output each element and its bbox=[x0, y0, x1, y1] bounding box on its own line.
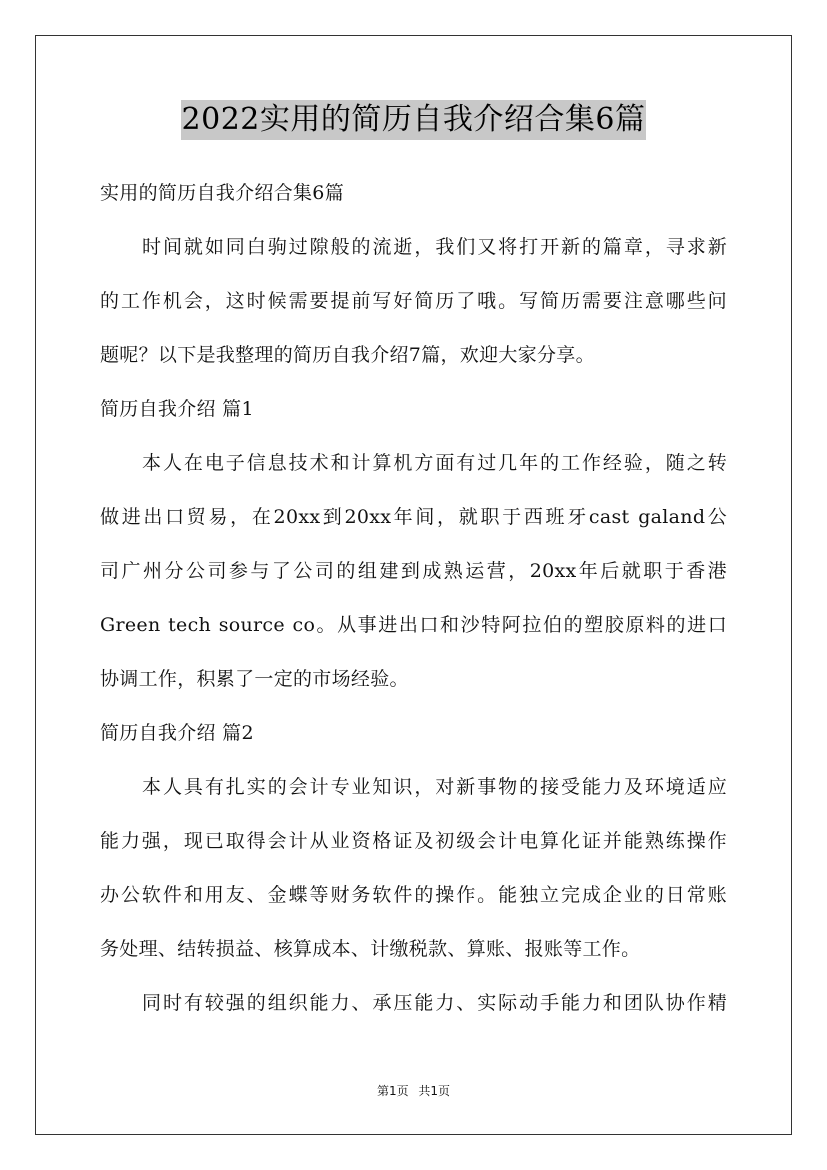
paragraph-line: 能力强，现已取得会计从业资格证及初级会计电算化证并能熟练操作 bbox=[100, 830, 727, 852]
paragraph-line: 协调工作，积累了一定的市场经验。 bbox=[100, 668, 409, 690]
paragraph-line: 办公软件和用友、金蝶等财务软件的操作。能独立完成企业的日常账 bbox=[100, 884, 727, 906]
paragraph-line: 本人在电子信息技术和计算机方面有过几年的工作经验，随之转 bbox=[142, 452, 727, 474]
paragraph-line: 做进出口贸易，在20xx到20xx年间，就职于西班牙cast galand公 bbox=[100, 506, 727, 528]
subtitle-line: 实用的简历自我介绍合集6篇 bbox=[100, 182, 344, 204]
paragraph-line: 本人具有扎实的会计专业知识，对新事物的接受能力及环境适应 bbox=[142, 776, 727, 798]
section-heading: 简历自我介绍 篇2 bbox=[100, 722, 254, 744]
paragraph-line: 司广州分公司参与了公司的组建到成熟运营，20xx年后就职于香港 bbox=[100, 560, 727, 582]
page-number: 第1页 bbox=[376, 1084, 409, 1098]
paragraph-line: 同时有较强的组织能力、承压能力、实际动手能力和团队协作精 bbox=[142, 992, 727, 1014]
paragraph-line: 时间就如同白驹过隙般的流逝，我们又将打开新的篇章，寻求新 bbox=[142, 236, 727, 258]
paragraph-line: 题呢？以下是我整理的简历自我介绍7篇，欢迎大家分享。 bbox=[100, 344, 595, 366]
page-footer bbox=[0, 1083, 827, 1099]
title-container bbox=[0, 100, 827, 140]
paragraph-line: Green tech source co。从事进出口和沙特阿拉伯的塑胶原料的进口 bbox=[100, 614, 727, 636]
document-title: 2022实用的简历自我介绍合集6篇 bbox=[181, 100, 647, 140]
paragraph-line: 的工作机会，这时候需要提前写好简历了哦。写简历需要注意哪些问 bbox=[100, 290, 727, 312]
paragraph-line: 务处理、结转损益、核算成本、计缴税款、算账、报账等工作。 bbox=[100, 938, 641, 960]
page-total: 共1页 bbox=[418, 1084, 451, 1098]
section-heading: 简历自我介绍 篇1 bbox=[100, 398, 254, 420]
